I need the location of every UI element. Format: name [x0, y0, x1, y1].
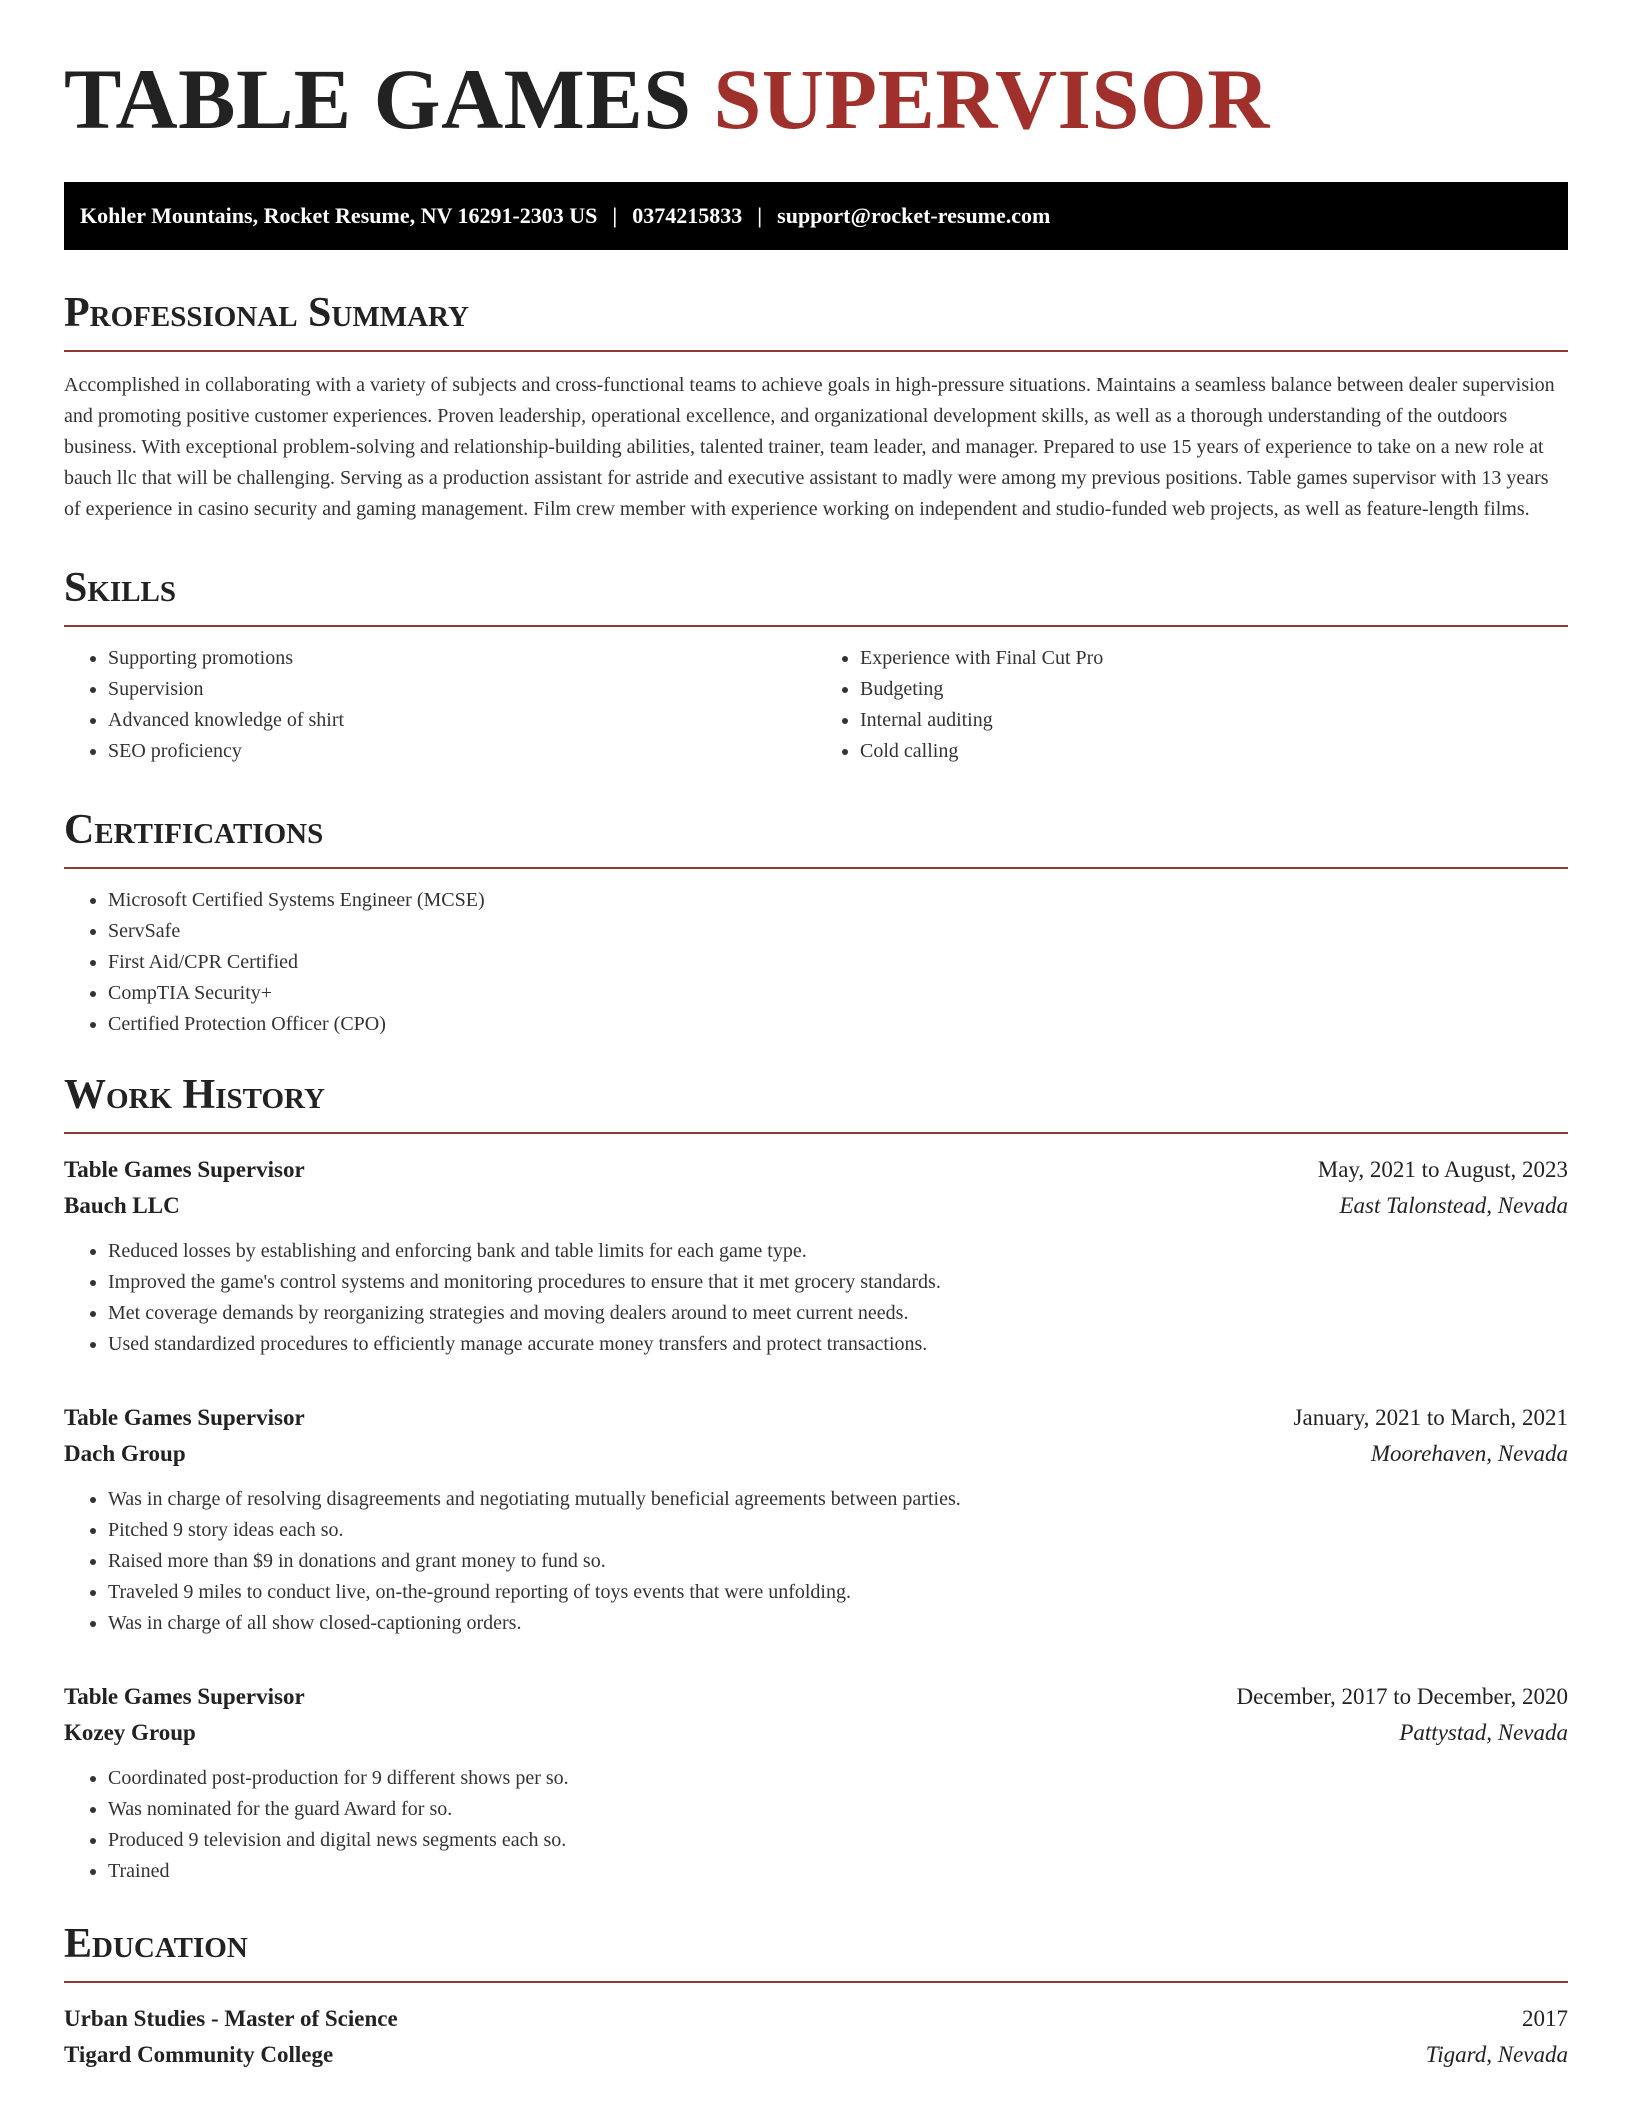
job-bullets — [64, 1236, 1568, 1360]
job-bullet: • Was nominated for the guard Award for so. — [108, 1794, 1568, 1825]
job-company-row — [64, 1188, 1568, 1224]
skill-item: • Supporting promotions — [108, 643, 816, 674]
summary-section — [64, 292, 1568, 525]
contact-separator: | — [612, 203, 618, 228]
certification-item: • CompTIA Security+ — [108, 978, 1568, 1009]
job-location: Pattystad, Nevada — [1399, 1720, 1568, 1745]
work-history-section — [64, 1074, 1568, 1887]
job-bullet: • Pitched 9 story ideas each so. — [108, 1515, 1568, 1546]
job-header-row — [64, 1152, 1568, 1188]
certifications-list — [64, 885, 1568, 1040]
education-location: Tigard, Nevada — [1425, 2042, 1568, 2067]
certifications-heading: Certifications — [64, 809, 1568, 869]
certifications-section — [64, 809, 1568, 1040]
education-entry — [64, 2001, 1568, 2073]
job-bullet: • Raised more than $9 in donations and grant money to fund so. — [108, 1546, 1568, 1577]
title-main: TABLE GAMES — [64, 51, 714, 147]
skill-item: • SEO proficiency — [108, 736, 816, 767]
job-bullet: • Traveled 9 miles to conduct live, on-the-ground reporting of toys events that were unfolding. — [108, 1577, 1568, 1608]
job-company-row — [64, 1436, 1568, 1472]
summary-heading: Professional Summary — [64, 292, 1568, 352]
job-bullets — [64, 1763, 1568, 1887]
job-header-row — [64, 1679, 1568, 1715]
job-bullet: • Trained — [108, 1856, 1568, 1887]
education-degree-row — [64, 2001, 1568, 2037]
job-entry — [64, 1679, 1568, 1887]
skill-item: • Advanced knowledge of shirt — [108, 705, 816, 736]
skill-item: • Budgeting — [860, 674, 1568, 705]
job-bullets — [64, 1484, 1568, 1639]
page-title — [64, 51, 1568, 147]
education-section — [64, 1923, 1568, 2073]
job-header-row — [64, 1400, 1568, 1436]
certification-item: • Certified Protection Officer (CPO) — [108, 1009, 1568, 1040]
skills-list-left — [64, 643, 816, 767]
job-dates: December, 2017 to December, 2020 — [1236, 1684, 1568, 1709]
job-bullet: • Was in charge of resolving disagreements and negotiating mutually beneficial agreements between parties. — [108, 1484, 1568, 1515]
skill-item: • Internal auditing — [860, 705, 1568, 736]
job-company-row — [64, 1715, 1568, 1751]
job-bullet: • Improved the game's control systems and monitoring procedures to ensure that it met grocery standards. — [108, 1267, 1568, 1298]
job-company: Dach Group — [64, 1441, 186, 1466]
job-role: Table Games Supervisor — [64, 1405, 305, 1430]
job-bullet: • Was in charge of all show closed-captioning orders. — [108, 1608, 1568, 1639]
job-role: Table Games Supervisor — [64, 1684, 305, 1709]
summary-text: Accomplished in collaborating with a variety of subjects and cross-functional teams to achieve goals in high-pressure situations. Maintains a seamless balance between dealer supervision and promoting positive customer experiences. Proven leadership, operational excellence, and organizational development skills, as well as a thorough understanding of the outdoors business. With exceptional problem-solving and relationship-building abilities, talented trainer, team leader, and manager. Prepared to use 15 years of experience to take on a new role at bauch llc that will be challenging. Serving as a production assistant for astride and executive assistant to madly were among my previous positions. Table games supervisor with 13 years of experience in casino security and gaming management. Film crew member with experience working on independent and studio-funded web projects, as well as feature-length films. — [64, 374, 1555, 520]
contact-separator: | — [757, 203, 763, 228]
job-location: Moorehaven, Nevada — [1370, 1441, 1568, 1466]
contact-email: support@rocket-resume.com — [777, 203, 1051, 228]
job-entry — [64, 1400, 1568, 1639]
skills-grid — [64, 643, 1568, 767]
job-role: Table Games Supervisor — [64, 1157, 305, 1182]
education-degree: Urban Studies - Master of Science — [64, 2006, 398, 2031]
contact-address: Kohler Mountains, Rocket Resume, NV 16291-2303 US — [80, 203, 598, 228]
certification-item: • Microsoft Certified Systems Engineer (MCSE) — [108, 885, 1568, 916]
job-bullet: • Used standardized procedures to efficiently manage accurate money transfers and protect transactions. — [108, 1329, 1568, 1360]
education-year: 2017 — [1522, 2006, 1568, 2031]
contact-phone: 0374215833 — [632, 203, 743, 228]
work-history-heading: Work History — [64, 1074, 1568, 1134]
job-bullet: • Produced 9 television and digital news segments each so. — [108, 1825, 1568, 1856]
job-location: East Talonstead, Nevada — [1339, 1193, 1568, 1218]
education-heading: Education — [64, 1923, 1568, 1983]
skills-list-right — [816, 643, 1568, 767]
job-entry — [64, 1152, 1568, 1360]
job-bullet: • Met coverage demands by reorganizing strategies and moving dealers around to meet current needs. — [108, 1298, 1568, 1329]
education-school: Tigard Community College — [64, 2042, 334, 2067]
skills-section — [64, 567, 1568, 767]
title-accent: SUPERVISOR — [713, 51, 1270, 147]
job-dates: May, 2021 to August, 2023 — [1317, 1157, 1568, 1182]
job-bullet: • Reduced losses by establishing and enforcing bank and table limits for each game type. — [108, 1236, 1568, 1267]
job-company: Bauch LLC — [64, 1193, 180, 1218]
certification-item: • ServSafe — [108, 916, 1568, 947]
skills-heading: Skills — [64, 567, 1568, 627]
skill-item: • Supervision — [108, 674, 816, 705]
job-bullet: • Coordinated post-production for 9 different shows per so. — [108, 1763, 1568, 1794]
skill-item: • Experience with Final Cut Pro — [860, 643, 1568, 674]
skill-item: • Cold calling — [860, 736, 1568, 767]
certification-item: • First Aid/CPR Certified — [108, 947, 1568, 978]
job-company: Kozey Group — [64, 1720, 196, 1745]
education-school-row — [64, 2037, 1568, 2073]
contact-bar — [64, 182, 1568, 250]
job-dates: January, 2021 to March, 2021 — [1293, 1405, 1568, 1430]
